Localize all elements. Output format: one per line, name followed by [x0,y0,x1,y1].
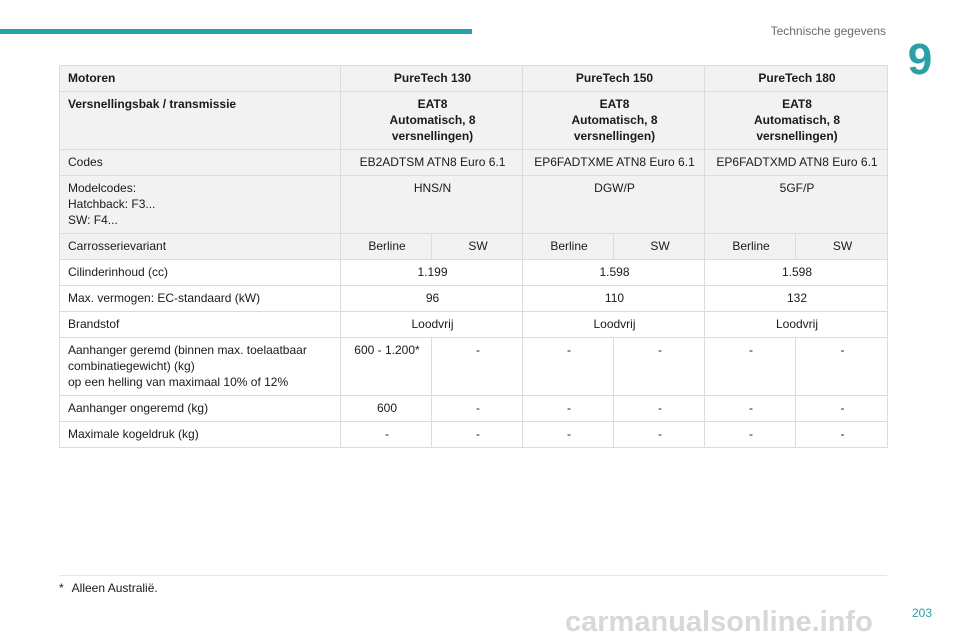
footnote-text: Alleen Australië. [71,581,158,595]
table-cell: DGW/P [523,176,705,234]
table-cell: - [614,396,705,422]
page-number: 203 [911,606,932,620]
table-cell: 600 [341,396,432,422]
table-cell: HNS/N [341,176,523,234]
table-cell: 1.598 [705,260,888,286]
table-cell: SW [614,234,705,260]
row-label: Modelcodes: Hatchback: F3... SW: F4... [60,176,341,234]
table-cell: - [432,338,523,396]
table-cell: Berline [341,234,432,260]
engine-spec-table [59,65,888,448]
table-cell: PureTech 130 [341,66,523,92]
table-cell: 96 [341,286,523,312]
row-label: Aanhanger geremd (binnen max. toelaatbaar combinatiegewicht) (kg) op een helling van maximaal 10% of 12% [60,338,341,396]
table-cell: Loodvrij [523,312,705,338]
table-row-body-variant [60,234,888,260]
table-cell: - [614,422,705,448]
table-row-engines [60,66,888,92]
table-cell: EAT8 Automatisch, 8 versnellingen) [341,92,523,150]
row-label: Max. vermogen: EC-standaard (kW) [60,286,341,312]
table-cell: Berline [523,234,614,260]
table-cell: 110 [523,286,705,312]
table-cell: - [796,422,888,448]
table-cell: EAT8 Automatisch, 8 versnellingen) [705,92,888,150]
table-row-displacement [60,260,888,286]
table-cell: - [432,396,523,422]
table-cell: SW [432,234,523,260]
table-cell: EAT8 Automatisch, 8 versnellingen) [523,92,705,150]
row-label: Versnellingsbak / transmissie [60,92,341,150]
table-row-transmission [60,92,888,150]
table-row-codes [60,150,888,176]
table-cell: 5GF/P [705,176,888,234]
table-cell: PureTech 180 [705,66,888,92]
table-cell: - [796,338,888,396]
table-cell: - [523,396,614,422]
footnote [59,581,158,595]
table-cell: EB2ADTSM ATN8 Euro 6.1 [341,150,523,176]
row-label: Motoren [60,66,341,92]
table-cell: PureTech 150 [523,66,705,92]
table-cell: Berline [705,234,796,260]
table-cell: - [614,338,705,396]
table-cell: - [523,338,614,396]
table-cell: 1.598 [523,260,705,286]
table-cell: Loodvrij [341,312,523,338]
table-cell: 132 [705,286,888,312]
table-cell: - [705,422,796,448]
chapter-number: 9 [907,35,933,84]
table-cell: 1.199 [341,260,523,286]
watermark: carmanualsonline.info [565,606,873,638]
table-cell: - [432,422,523,448]
row-label: Cilinderinhoud (cc) [60,260,341,286]
table-cell: - [705,396,796,422]
footnote-divider [59,575,887,576]
table-cell: SW [796,234,888,260]
row-label: Maximale kogeldruk (kg) [60,422,341,448]
table-row-braked-trailer [60,338,888,396]
row-label: Brandstof [60,312,341,338]
table-row-fuel [60,312,888,338]
table-cell: - [796,396,888,422]
table-cell: - [523,422,614,448]
table-cell: EP6FADTXMD ATN8 Euro 6.1 [705,150,888,176]
table-cell: - [705,338,796,396]
table-row-model-codes [60,176,888,234]
table-cell: EP6FADTXME ATN8 Euro 6.1 [523,150,705,176]
header-accent-bar [0,29,472,34]
table-row-unbraked-trailer [60,396,888,422]
row-label: Carrosserievariant [60,234,341,260]
table-cell: Loodvrij [705,312,888,338]
row-label: Codes [60,150,341,176]
table-cell: - [341,422,432,448]
table-row-max-power [60,286,888,312]
row-label: Aanhanger ongeremd (kg) [60,396,341,422]
table-row-nose-weight [60,422,888,448]
table-cell: 600 - 1.200* [341,338,432,396]
section-title: Technische gegevens [770,24,886,38]
footnote-marker: * [59,581,64,595]
